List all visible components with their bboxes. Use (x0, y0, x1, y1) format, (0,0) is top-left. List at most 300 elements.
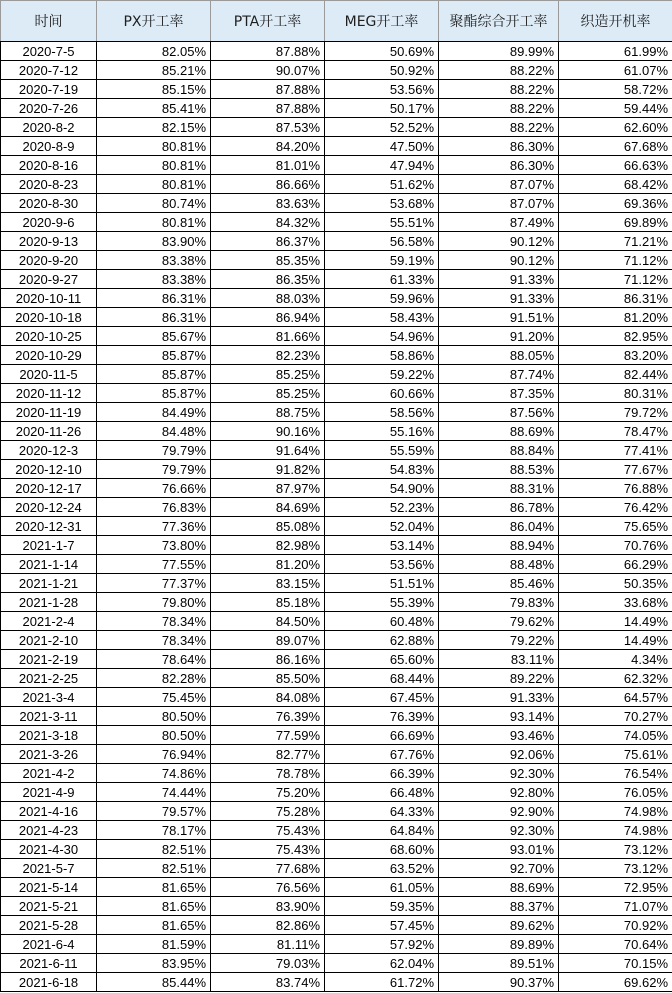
cell-date[interactable]: 2021-1-14 (1, 555, 97, 574)
cell-polyester-rate[interactable]: 86.30% (439, 137, 559, 156)
cell-px-rate[interactable]: 80.81% (97, 213, 211, 232)
cell-pta-rate[interactable]: 81.20% (211, 555, 325, 574)
cell-pta-rate[interactable]: 83.15% (211, 574, 325, 593)
cell-px-rate[interactable]: 85.67% (97, 327, 211, 346)
cell-polyester-rate[interactable]: 93.01% (439, 840, 559, 859)
cell-px-rate[interactable]: 74.86% (97, 764, 211, 783)
cell-pta-rate[interactable]: 87.88% (211, 80, 325, 99)
cell-polyester-rate[interactable]: 91.33% (439, 289, 559, 308)
cell-polyester-rate[interactable]: 88.22% (439, 61, 559, 80)
cell-px-rate[interactable]: 82.51% (97, 840, 211, 859)
cell-date[interactable]: 2021-2-19 (1, 650, 97, 669)
cell-px-rate[interactable]: 85.44% (97, 973, 211, 992)
cell-weaving-rate[interactable]: 68.42% (559, 175, 672, 194)
cell-px-rate[interactable]: 80.50% (97, 726, 211, 745)
cell-pta-rate[interactable]: 84.50% (211, 612, 325, 631)
cell-pta-rate[interactable]: 87.53% (211, 118, 325, 137)
cell-weaving-rate[interactable]: 74.98% (559, 802, 672, 821)
cell-polyester-rate[interactable]: 88.48% (439, 555, 559, 574)
cell-pta-rate[interactable]: 83.74% (211, 973, 325, 992)
cell-polyester-rate[interactable]: 91.33% (439, 270, 559, 289)
cell-date[interactable]: 2020-8-16 (1, 156, 97, 175)
cell-weaving-rate[interactable]: 62.32% (559, 669, 672, 688)
cell-polyester-rate[interactable]: 93.14% (439, 707, 559, 726)
cell-weaving-rate[interactable]: 81.20% (559, 308, 672, 327)
cell-pta-rate[interactable]: 86.16% (211, 650, 325, 669)
cell-meg-rate[interactable]: 52.04% (325, 517, 439, 536)
cell-weaving-rate[interactable]: 76.05% (559, 783, 672, 802)
cell-polyester-rate[interactable]: 88.69% (439, 422, 559, 441)
cell-polyester-rate[interactable]: 87.56% (439, 403, 559, 422)
cell-polyester-rate[interactable]: 87.07% (439, 194, 559, 213)
cell-polyester-rate[interactable]: 79.83% (439, 593, 559, 612)
cell-pta-rate[interactable]: 86.94% (211, 308, 325, 327)
header-date[interactable]: 时间 (1, 1, 97, 42)
cell-date[interactable]: 2020-10-18 (1, 308, 97, 327)
cell-weaving-rate[interactable]: 75.61% (559, 745, 672, 764)
cell-date[interactable]: 2021-6-11 (1, 954, 97, 973)
cell-meg-rate[interactable]: 63.52% (325, 859, 439, 878)
cell-date[interactable]: 2021-5-28 (1, 916, 97, 935)
cell-date[interactable]: 2020-9-13 (1, 232, 97, 251)
cell-meg-rate[interactable]: 55.51% (325, 213, 439, 232)
cell-polyester-rate[interactable]: 91.33% (439, 688, 559, 707)
cell-px-rate[interactable]: 82.28% (97, 669, 211, 688)
cell-polyester-rate[interactable]: 79.62% (439, 612, 559, 631)
cell-weaving-rate[interactable]: 71.12% (559, 251, 672, 270)
cell-meg-rate[interactable]: 47.94% (325, 156, 439, 175)
cell-meg-rate[interactable]: 53.14% (325, 536, 439, 555)
cell-meg-rate[interactable]: 68.60% (325, 840, 439, 859)
header-px-rate[interactable]: PX开工率 (97, 1, 211, 42)
cell-weaving-rate[interactable]: 75.65% (559, 517, 672, 536)
cell-px-rate[interactable]: 84.48% (97, 422, 211, 441)
cell-pta-rate[interactable]: 84.69% (211, 498, 325, 517)
cell-polyester-rate[interactable]: 86.30% (439, 156, 559, 175)
cell-polyester-rate[interactable]: 88.69% (439, 878, 559, 897)
cell-date[interactable]: 2020-11-5 (1, 365, 97, 384)
cell-pta-rate[interactable]: 78.78% (211, 764, 325, 783)
cell-meg-rate[interactable]: 55.16% (325, 422, 439, 441)
cell-pta-rate[interactable]: 82.23% (211, 346, 325, 365)
cell-date[interactable]: 2020-12-3 (1, 441, 97, 460)
cell-px-rate[interactable]: 83.38% (97, 270, 211, 289)
cell-weaving-rate[interactable]: 71.07% (559, 897, 672, 916)
cell-pta-rate[interactable]: 87.88% (211, 42, 325, 61)
cell-px-rate[interactable]: 85.15% (97, 80, 211, 99)
cell-polyester-rate[interactable]: 91.51% (439, 308, 559, 327)
cell-date[interactable]: 2020-8-23 (1, 175, 97, 194)
cell-px-rate[interactable]: 85.21% (97, 61, 211, 80)
cell-date[interactable]: 2021-2-4 (1, 612, 97, 631)
cell-px-rate[interactable]: 76.66% (97, 479, 211, 498)
cell-weaving-rate[interactable]: 77.41% (559, 441, 672, 460)
cell-meg-rate[interactable]: 57.92% (325, 935, 439, 954)
cell-px-rate[interactable]: 84.49% (97, 403, 211, 422)
cell-pta-rate[interactable]: 85.08% (211, 517, 325, 536)
cell-date[interactable]: 2020-10-25 (1, 327, 97, 346)
cell-weaving-rate[interactable]: 82.95% (559, 327, 672, 346)
cell-weaving-rate[interactable]: 14.49% (559, 631, 672, 650)
cell-pta-rate[interactable]: 82.98% (211, 536, 325, 555)
cell-weaving-rate[interactable]: 70.76% (559, 536, 672, 555)
cell-weaving-rate[interactable]: 71.12% (559, 270, 672, 289)
cell-polyester-rate[interactable]: 88.22% (439, 99, 559, 118)
cell-weaving-rate[interactable]: 76.88% (559, 479, 672, 498)
cell-weaving-rate[interactable]: 74.05% (559, 726, 672, 745)
cell-weaving-rate[interactable]: 79.72% (559, 403, 672, 422)
cell-px-rate[interactable]: 86.31% (97, 289, 211, 308)
cell-pta-rate[interactable]: 76.39% (211, 707, 325, 726)
cell-pta-rate[interactable]: 91.64% (211, 441, 325, 460)
cell-weaving-rate[interactable]: 70.92% (559, 916, 672, 935)
cell-px-rate[interactable]: 80.74% (97, 194, 211, 213)
cell-meg-rate[interactable]: 59.19% (325, 251, 439, 270)
cell-meg-rate[interactable]: 58.86% (325, 346, 439, 365)
cell-pta-rate[interactable]: 85.25% (211, 384, 325, 403)
cell-pta-rate[interactable]: 85.18% (211, 593, 325, 612)
cell-polyester-rate[interactable]: 88.94% (439, 536, 559, 555)
cell-date[interactable]: 2021-3-11 (1, 707, 97, 726)
cell-weaving-rate[interactable]: 59.44% (559, 99, 672, 118)
cell-weaving-rate[interactable]: 73.12% (559, 840, 672, 859)
cell-weaving-rate[interactable]: 80.31% (559, 384, 672, 403)
cell-meg-rate[interactable]: 55.59% (325, 441, 439, 460)
cell-px-rate[interactable]: 81.65% (97, 897, 211, 916)
cell-weaving-rate[interactable]: 78.47% (559, 422, 672, 441)
cell-meg-rate[interactable]: 50.69% (325, 42, 439, 61)
cell-polyester-rate[interactable]: 86.04% (439, 517, 559, 536)
cell-date[interactable]: 2021-4-2 (1, 764, 97, 783)
cell-meg-rate[interactable]: 60.66% (325, 384, 439, 403)
cell-weaving-rate[interactable]: 66.63% (559, 156, 672, 175)
cell-polyester-rate[interactable]: 92.30% (439, 821, 559, 840)
cell-weaving-rate[interactable]: 77.67% (559, 460, 672, 479)
cell-weaving-rate[interactable]: 70.64% (559, 935, 672, 954)
cell-polyester-rate[interactable]: 86.78% (439, 498, 559, 517)
cell-pta-rate[interactable]: 84.32% (211, 213, 325, 232)
cell-meg-rate[interactable]: 52.52% (325, 118, 439, 137)
cell-pta-rate[interactable]: 75.20% (211, 783, 325, 802)
cell-pta-rate[interactable]: 76.56% (211, 878, 325, 897)
cell-px-rate[interactable]: 82.51% (97, 859, 211, 878)
cell-pta-rate[interactable]: 83.63% (211, 194, 325, 213)
cell-meg-rate[interactable]: 53.56% (325, 80, 439, 99)
header-pta-rate[interactable]: PTA开工率 (211, 1, 325, 42)
cell-date[interactable]: 2020-9-27 (1, 270, 97, 289)
cell-date[interactable]: 2021-3-26 (1, 745, 97, 764)
cell-date[interactable]: 2020-10-11 (1, 289, 97, 308)
header-meg-rate[interactable]: MEG开工率 (325, 1, 439, 42)
cell-pta-rate[interactable]: 85.25% (211, 365, 325, 384)
cell-meg-rate[interactable]: 57.45% (325, 916, 439, 935)
cell-polyester-rate[interactable]: 90.12% (439, 251, 559, 270)
cell-pta-rate[interactable]: 87.88% (211, 99, 325, 118)
cell-polyester-rate[interactable]: 92.80% (439, 783, 559, 802)
cell-polyester-rate[interactable]: 93.46% (439, 726, 559, 745)
cell-weaving-rate[interactable]: 69.36% (559, 194, 672, 213)
cell-date[interactable]: 2020-11-19 (1, 403, 97, 422)
header-weaving-rate[interactable]: 织造开机率 (559, 1, 672, 42)
cell-px-rate[interactable]: 80.81% (97, 175, 211, 194)
cell-meg-rate[interactable]: 66.69% (325, 726, 439, 745)
cell-polyester-rate[interactable]: 89.99% (439, 42, 559, 61)
cell-date[interactable]: 2021-1-28 (1, 593, 97, 612)
cell-polyester-rate[interactable]: 89.62% (439, 916, 559, 935)
cell-meg-rate[interactable]: 47.50% (325, 137, 439, 156)
cell-px-rate[interactable]: 74.44% (97, 783, 211, 802)
cell-date[interactable]: 2021-4-9 (1, 783, 97, 802)
cell-px-rate[interactable]: 78.34% (97, 631, 211, 650)
cell-px-rate[interactable]: 83.95% (97, 954, 211, 973)
cell-polyester-rate[interactable]: 88.37% (439, 897, 559, 916)
cell-px-rate[interactable]: 83.90% (97, 232, 211, 251)
cell-meg-rate[interactable]: 61.33% (325, 270, 439, 289)
cell-date[interactable]: 2020-8-2 (1, 118, 97, 137)
cell-pta-rate[interactable]: 86.66% (211, 175, 325, 194)
cell-meg-rate[interactable]: 52.23% (325, 498, 439, 517)
cell-px-rate[interactable]: 80.81% (97, 137, 211, 156)
cell-pta-rate[interactable]: 88.03% (211, 289, 325, 308)
cell-meg-rate[interactable]: 53.56% (325, 555, 439, 574)
cell-px-rate[interactable]: 79.80% (97, 593, 211, 612)
cell-pta-rate[interactable]: 81.11% (211, 935, 325, 954)
cell-pta-rate[interactable]: 87.97% (211, 479, 325, 498)
cell-date[interactable]: 2020-8-30 (1, 194, 97, 213)
cell-pta-rate[interactable]: 75.28% (211, 802, 325, 821)
cell-polyester-rate[interactable]: 92.06% (439, 745, 559, 764)
cell-date[interactable]: 2021-5-21 (1, 897, 97, 916)
cell-meg-rate[interactable]: 58.56% (325, 403, 439, 422)
cell-px-rate[interactable]: 81.59% (97, 935, 211, 954)
cell-date[interactable]: 2021-6-18 (1, 973, 97, 992)
cell-pta-rate[interactable]: 85.50% (211, 669, 325, 688)
cell-meg-rate[interactable]: 59.22% (325, 365, 439, 384)
cell-meg-rate[interactable]: 59.35% (325, 897, 439, 916)
cell-meg-rate[interactable]: 55.39% (325, 593, 439, 612)
cell-date[interactable]: 2020-8-9 (1, 137, 97, 156)
cell-date[interactable]: 2021-5-7 (1, 859, 97, 878)
cell-date[interactable]: 2021-4-16 (1, 802, 97, 821)
cell-polyester-rate[interactable]: 85.46% (439, 574, 559, 593)
cell-weaving-rate[interactable]: 82.44% (559, 365, 672, 384)
cell-weaving-rate[interactable]: 70.27% (559, 707, 672, 726)
cell-pta-rate[interactable]: 82.86% (211, 916, 325, 935)
cell-date[interactable]: 2020-11-12 (1, 384, 97, 403)
cell-date[interactable]: 2020-11-26 (1, 422, 97, 441)
cell-meg-rate[interactable]: 54.83% (325, 460, 439, 479)
cell-date[interactable]: 2021-2-25 (1, 669, 97, 688)
cell-px-rate[interactable]: 83.38% (97, 251, 211, 270)
cell-date[interactable]: 2020-12-17 (1, 479, 97, 498)
cell-meg-rate[interactable]: 61.05% (325, 878, 439, 897)
cell-meg-rate[interactable]: 59.96% (325, 289, 439, 308)
cell-polyester-rate[interactable]: 92.90% (439, 802, 559, 821)
cell-meg-rate[interactable]: 67.76% (325, 745, 439, 764)
cell-weaving-rate[interactable]: 50.35% (559, 574, 672, 593)
cell-date[interactable]: 2021-1-21 (1, 574, 97, 593)
cell-weaving-rate[interactable]: 86.31% (559, 289, 672, 308)
cell-pta-rate[interactable]: 88.75% (211, 403, 325, 422)
cell-px-rate[interactable]: 78.34% (97, 612, 211, 631)
cell-polyester-rate[interactable]: 88.53% (439, 460, 559, 479)
cell-polyester-rate[interactable]: 89.89% (439, 935, 559, 954)
cell-weaving-rate[interactable]: 76.42% (559, 498, 672, 517)
cell-date[interactable]: 2021-3-4 (1, 688, 97, 707)
cell-polyester-rate[interactable]: 87.74% (439, 365, 559, 384)
cell-weaving-rate[interactable]: 4.34% (559, 650, 672, 669)
cell-polyester-rate[interactable]: 88.05% (439, 346, 559, 365)
cell-px-rate[interactable]: 78.64% (97, 650, 211, 669)
cell-px-rate[interactable]: 85.87% (97, 384, 211, 403)
cell-polyester-rate[interactable]: 88.22% (439, 118, 559, 137)
cell-date[interactable]: 2020-7-26 (1, 99, 97, 118)
cell-pta-rate[interactable]: 91.82% (211, 460, 325, 479)
cell-pta-rate[interactable]: 77.59% (211, 726, 325, 745)
cell-polyester-rate[interactable]: 90.12% (439, 232, 559, 251)
cell-px-rate[interactable]: 75.45% (97, 688, 211, 707)
cell-meg-rate[interactable]: 51.62% (325, 175, 439, 194)
cell-weaving-rate[interactable]: 83.20% (559, 346, 672, 365)
cell-pta-rate[interactable]: 86.35% (211, 270, 325, 289)
cell-meg-rate[interactable]: 56.58% (325, 232, 439, 251)
cell-meg-rate[interactable]: 61.72% (325, 973, 439, 992)
cell-px-rate[interactable]: 80.81% (97, 156, 211, 175)
cell-polyester-rate[interactable]: 79.22% (439, 631, 559, 650)
cell-pta-rate[interactable]: 81.66% (211, 327, 325, 346)
cell-px-rate[interactable]: 73.80% (97, 536, 211, 555)
cell-date[interactable]: 2021-4-30 (1, 840, 97, 859)
cell-pta-rate[interactable]: 90.07% (211, 61, 325, 80)
cell-date[interactable]: 2020-7-12 (1, 61, 97, 80)
cell-weaving-rate[interactable]: 70.15% (559, 954, 672, 973)
cell-pta-rate[interactable]: 90.16% (211, 422, 325, 441)
cell-px-rate[interactable]: 80.50% (97, 707, 211, 726)
cell-date[interactable]: 2021-6-4 (1, 935, 97, 954)
cell-meg-rate[interactable]: 60.48% (325, 612, 439, 631)
cell-weaving-rate[interactable]: 69.89% (559, 213, 672, 232)
cell-polyester-rate[interactable]: 92.30% (439, 764, 559, 783)
cell-pta-rate[interactable]: 85.35% (211, 251, 325, 270)
cell-px-rate[interactable]: 79.57% (97, 802, 211, 821)
cell-px-rate[interactable]: 81.65% (97, 916, 211, 935)
cell-weaving-rate[interactable]: 73.12% (559, 859, 672, 878)
cell-date[interactable]: 2021-3-18 (1, 726, 97, 745)
cell-polyester-rate[interactable]: 88.31% (439, 479, 559, 498)
cell-meg-rate[interactable]: 54.96% (325, 327, 439, 346)
cell-px-rate[interactable]: 81.65% (97, 878, 211, 897)
cell-date[interactable]: 2020-7-19 (1, 80, 97, 99)
cell-date[interactable]: 2020-10-29 (1, 346, 97, 365)
cell-weaving-rate[interactable]: 61.99% (559, 42, 672, 61)
cell-meg-rate[interactable]: 51.51% (325, 574, 439, 593)
cell-date[interactable]: 2021-2-10 (1, 631, 97, 650)
cell-date[interactable]: 2021-5-14 (1, 878, 97, 897)
cell-weaving-rate[interactable]: 58.72% (559, 80, 672, 99)
cell-px-rate[interactable]: 85.41% (97, 99, 211, 118)
cell-date[interactable]: 2021-4-23 (1, 821, 97, 840)
cell-meg-rate[interactable]: 58.43% (325, 308, 439, 327)
cell-date[interactable]: 2020-12-31 (1, 517, 97, 536)
cell-pta-rate[interactable]: 84.08% (211, 688, 325, 707)
cell-px-rate[interactable]: 82.15% (97, 118, 211, 137)
cell-weaving-rate[interactable]: 14.49% (559, 612, 672, 631)
cell-meg-rate[interactable]: 66.48% (325, 783, 439, 802)
header-polyester-rate[interactable]: 聚酯综合开工率 (439, 1, 559, 42)
cell-weaving-rate[interactable]: 33.68% (559, 593, 672, 612)
cell-polyester-rate[interactable]: 87.35% (439, 384, 559, 403)
cell-polyester-rate[interactable]: 88.84% (439, 441, 559, 460)
cell-pta-rate[interactable]: 81.01% (211, 156, 325, 175)
cell-px-rate[interactable]: 77.37% (97, 574, 211, 593)
cell-px-rate[interactable]: 77.36% (97, 517, 211, 536)
cell-polyester-rate[interactable]: 88.22% (439, 80, 559, 99)
cell-date[interactable]: 2020-9-6 (1, 213, 97, 232)
cell-weaving-rate[interactable]: 66.29% (559, 555, 672, 574)
cell-pta-rate[interactable]: 86.37% (211, 232, 325, 251)
cell-pta-rate[interactable]: 77.68% (211, 859, 325, 878)
cell-px-rate[interactable]: 76.83% (97, 498, 211, 517)
cell-px-rate[interactable]: 79.79% (97, 441, 211, 460)
cell-meg-rate[interactable]: 62.88% (325, 631, 439, 650)
cell-date[interactable]: 2020-12-10 (1, 460, 97, 479)
cell-polyester-rate[interactable]: 91.20% (439, 327, 559, 346)
cell-px-rate[interactable]: 79.79% (97, 460, 211, 479)
cell-pta-rate[interactable]: 75.43% (211, 821, 325, 840)
cell-px-rate[interactable]: 78.17% (97, 821, 211, 840)
cell-meg-rate[interactable]: 50.17% (325, 99, 439, 118)
cell-meg-rate[interactable]: 64.84% (325, 821, 439, 840)
cell-polyester-rate[interactable]: 92.70% (439, 859, 559, 878)
cell-meg-rate[interactable]: 66.39% (325, 764, 439, 783)
cell-weaving-rate[interactable]: 64.57% (559, 688, 672, 707)
cell-meg-rate[interactable]: 65.60% (325, 650, 439, 669)
cell-weaving-rate[interactable]: 74.98% (559, 821, 672, 840)
cell-meg-rate[interactable]: 68.44% (325, 669, 439, 688)
cell-polyester-rate[interactable]: 83.11% (439, 650, 559, 669)
cell-pta-rate[interactable]: 89.07% (211, 631, 325, 650)
cell-pta-rate[interactable]: 83.90% (211, 897, 325, 916)
cell-meg-rate[interactable]: 62.04% (325, 954, 439, 973)
cell-meg-rate[interactable]: 53.68% (325, 194, 439, 213)
cell-px-rate[interactable]: 76.94% (97, 745, 211, 764)
cell-pta-rate[interactable]: 75.43% (211, 840, 325, 859)
cell-date[interactable]: 2020-9-20 (1, 251, 97, 270)
cell-polyester-rate[interactable]: 90.37% (439, 973, 559, 992)
cell-px-rate[interactable]: 85.87% (97, 365, 211, 384)
cell-weaving-rate[interactable]: 72.95% (559, 878, 672, 897)
cell-px-rate[interactable]: 82.05% (97, 42, 211, 61)
cell-date[interactable]: 2021-1-7 (1, 536, 97, 555)
cell-date[interactable]: 2020-7-5 (1, 42, 97, 61)
cell-weaving-rate[interactable]: 61.07% (559, 61, 672, 80)
cell-meg-rate[interactable]: 50.92% (325, 61, 439, 80)
cell-date[interactable]: 2020-12-24 (1, 498, 97, 517)
cell-px-rate[interactable]: 77.55% (97, 555, 211, 574)
cell-pta-rate[interactable]: 84.20% (211, 137, 325, 156)
cell-px-rate[interactable]: 86.31% (97, 308, 211, 327)
cell-polyester-rate[interactable]: 87.07% (439, 175, 559, 194)
cell-polyester-rate[interactable]: 89.22% (439, 669, 559, 688)
cell-meg-rate[interactable]: 54.90% (325, 479, 439, 498)
cell-weaving-rate[interactable]: 62.60% (559, 118, 672, 137)
cell-weaving-rate[interactable]: 67.68% (559, 137, 672, 156)
cell-px-rate[interactable]: 85.87% (97, 346, 211, 365)
cell-weaving-rate[interactable]: 71.21% (559, 232, 672, 251)
cell-meg-rate[interactable]: 67.45% (325, 688, 439, 707)
cell-meg-rate[interactable]: 64.33% (325, 802, 439, 821)
cell-polyester-rate[interactable]: 89.51% (439, 954, 559, 973)
